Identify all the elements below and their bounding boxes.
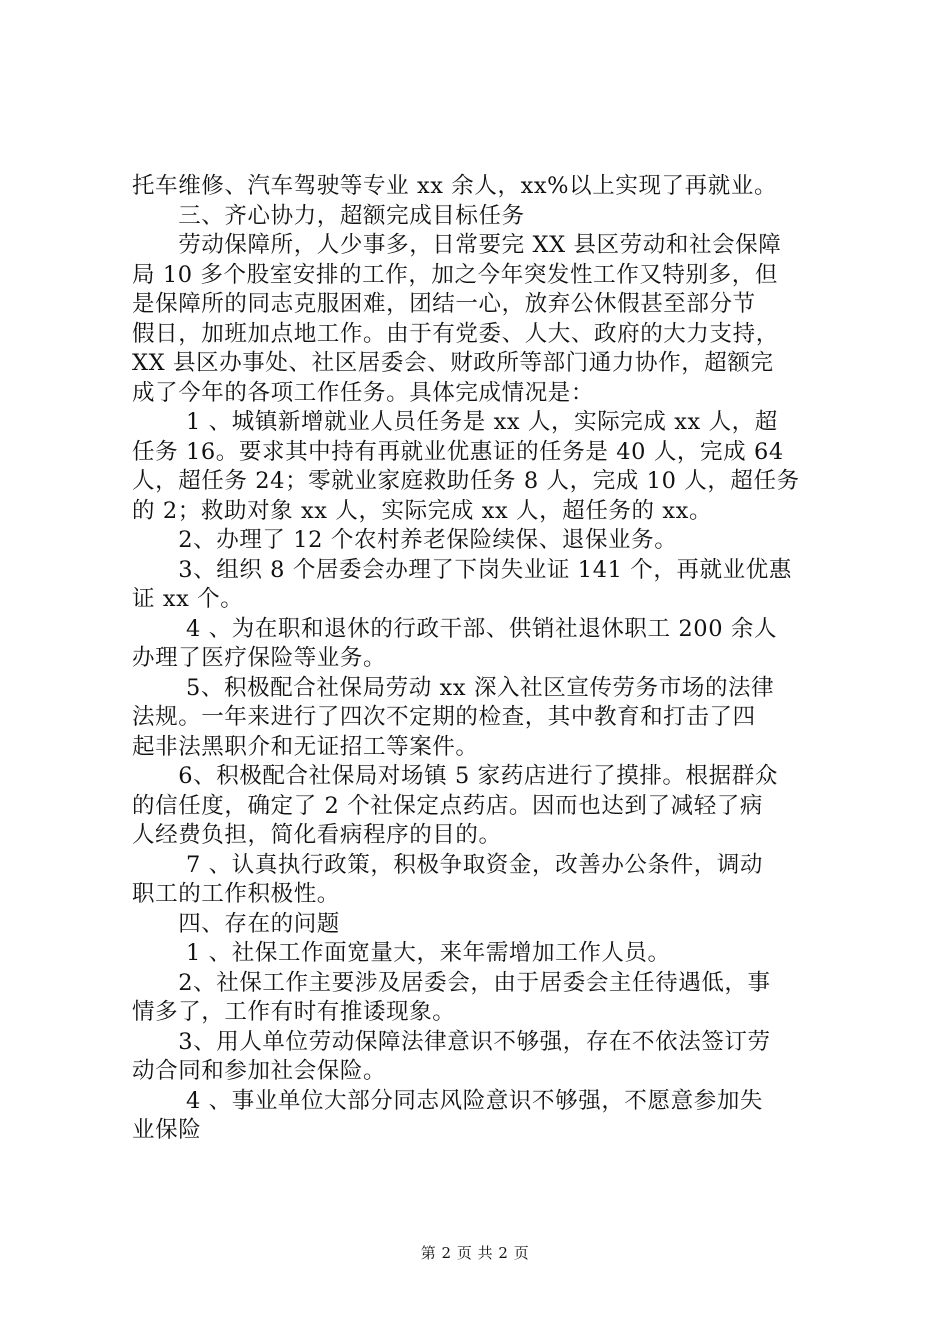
- text-line: 5、积极配合社保局劳动 xx 深入社区宣传劳务市场的法律: [132, 674, 775, 701]
- text-line: 4 、为在职和退休的行政干部、供销社退休职工 200 余人: [132, 615, 778, 642]
- text-line: 假日，加班加点地工作。由于有党委、人大、政府的大力支持，: [132, 320, 779, 347]
- text-line: 办理了医疗保险等业务。: [132, 645, 387, 671]
- text-line: 职工的工作积极性。: [132, 881, 340, 907]
- document-body: [132, 172, 837, 1146]
- text-line: 法规。一年来进行了四次不定期的检查，其中教育和打击了四: [132, 704, 756, 730]
- text-line: 情多了，工作有时有推诿现象。: [132, 999, 456, 1025]
- text-line: 托车维修、汽车驾驶等专业 xx 余人，xx%以上实现了再就业。: [132, 173, 778, 199]
- text-line: 6、积极配合社保局对场镇 5 家药店进行了摸排。根据群众: [132, 763, 778, 789]
- text-line: 人经费负担，简化看病程序的目的。: [132, 822, 502, 848]
- text-line: 动合同和参加社会保险。: [132, 1058, 387, 1084]
- text-line: 7 、认真执行政策，积极争取资金，改善办公条件，调动: [132, 851, 764, 878]
- text-line: 2、办理了 12 个农村养老保险续保、退保业务。: [132, 527, 678, 553]
- text-line: 人，超任务 24；零就业家庭救助任务 8 人，完成 10 人，超任务: [132, 468, 800, 494]
- text-line: XX 县区办事处、社区居委会、财政所等部门通力协作，超额完: [132, 350, 774, 376]
- text-line: 1 、社保工作面宽量大，来年需增加工作人员。: [132, 940, 671, 966]
- text-line: 的信任度，确定了 2 个社保定点药店。因而也达到了减轻了病: [132, 792, 764, 819]
- text-line: 局 10 多个股室安排的工作，加之今年突发性工作又特别多，但: [132, 261, 778, 288]
- page-number: 第 2 页 共 2 页: [420, 1244, 530, 1262]
- text-line: 1 、城镇新增就业人员任务是 xx 人，实际完成 xx 人，超: [132, 409, 778, 435]
- text-line: 是保障所的同志克服困难，团结一心，放弃公休假甚至部分节: [132, 291, 756, 317]
- text-line: 3、用人单位劳动保障法律意识不够强，存在不依法签订劳: [132, 1028, 771, 1055]
- section-heading: 三、齐心协力，超额完成目标任务: [132, 202, 525, 229]
- text-line: 成了今年的各项工作任务。具体完成情况是：: [132, 379, 595, 406]
- text-line: 劳动保障所，人少事多，日常要完 XX 县区劳动和社会保障: [132, 232, 782, 258]
- text-line: 的 2；救助对象 xx 人，实际完成 xx 人，超任务的 xx。: [132, 497, 713, 524]
- section-heading: 四、存在的问题: [132, 910, 340, 937]
- text-line: 任务 16。要求其中持有再就业优惠证的任务是 40 人，完成 64: [132, 438, 784, 465]
- text-line: 3、组织 8 个居委会办理了下岗失业证 141 个，再就业优惠: [132, 556, 792, 583]
- text-line: 4 、事业单位大部分同志风险意识不够强，不愿意参加失: [132, 1087, 764, 1114]
- text-line: 起非法黑职介和无证招工等案件。: [132, 733, 479, 760]
- text-line: 证 xx 个。: [132, 586, 244, 612]
- text-line: 业保险: [132, 1117, 202, 1143]
- text-line: 2、社保工作主要涉及居委会，由于居委会主任待遇低，事: [132, 969, 771, 996]
- page-footer: [0, 1243, 950, 1263]
